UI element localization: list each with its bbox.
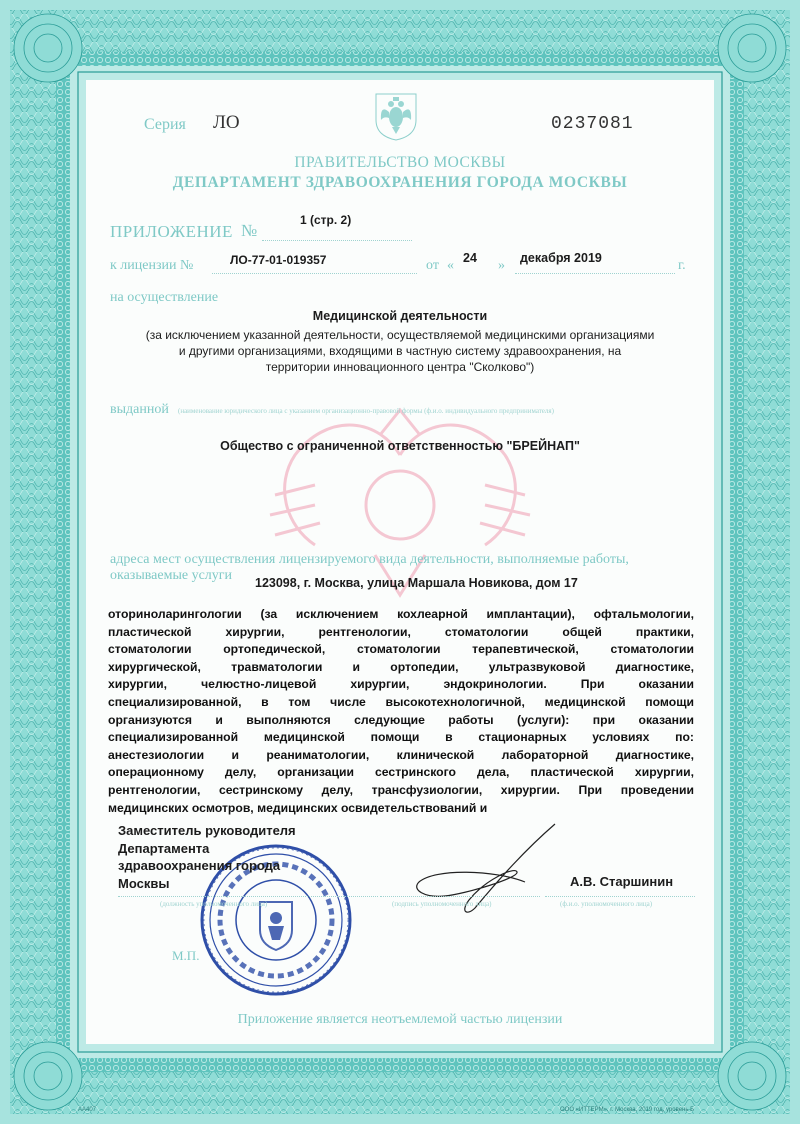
caption-signature: (подпись уполномоченного лица): [392, 900, 492, 908]
services-line: пластической хирургии, рентгенологии, стоматологии общей практики,: [108, 624, 694, 639]
signature-underline: [380, 896, 540, 897]
services-line: рентгенологии, сестринскому делу, трансфузиологии, хирургии. При проведении: [108, 782, 694, 797]
appendix-underline: [262, 240, 412, 241]
issued-organization: Общество с ограниченной ответственностью "БРЕЙНАП": [220, 439, 580, 453]
position-underline: [118, 896, 378, 897]
license-from-label: от: [426, 258, 439, 273]
name-underline: [545, 896, 695, 897]
services-line: специализированной медицинской помощи в стационарных условиях по:: [108, 730, 694, 745]
activity-note-line2: и другими организациями, входящими в частную систему здравоохранения, на: [178, 344, 622, 358]
services-text: [108, 606, 694, 817]
signer-name: А.В. Старшинин: [570, 874, 674, 889]
form-code: АА407: [78, 1107, 97, 1113]
address-value: 123098, г. Москва, улица Маршала Новикова, дом 17: [255, 576, 578, 590]
footer-note: Приложение является неотъемлемой частью лицензии: [237, 1012, 563, 1027]
services-line: анестезиологии и реаниматологии, клинической лабораторной диагностике,: [108, 747, 694, 762]
series-value: ЛО: [213, 112, 240, 133]
activity-label: на осуществление: [110, 290, 219, 305]
services-line: хирургической, травматологии и ортопедии, ультразвуковой диагностике,: [108, 659, 694, 674]
activity-note-line3: территории инновационного центра "Сколково"): [265, 360, 535, 374]
appendix-number: 1 (стр. 2): [300, 213, 352, 227]
license-quote-close: »: [498, 258, 505, 273]
government-title: ПРАВИТЕЛЬСТВО МОСКВЫ: [294, 154, 506, 171]
license-label: к лицензии №: [110, 258, 194, 273]
appendix-label: ПРИЛОЖЕНИЕ: [110, 222, 233, 241]
license-quote-open: «: [447, 258, 454, 273]
department-title: ДЕПАРТАМЕНТ ЗДРАВООХРАНЕНИЯ ГОРОДА МОСКВЫ: [172, 174, 628, 191]
issued-label: выданной: [110, 402, 169, 417]
printer-code: ООО «ИТТЕРМ», г. Москва, 2019 год, уровень Б: [560, 1107, 695, 1113]
services-line: организуются и выполняются следующие работы (услуги): при оказании: [108, 712, 694, 727]
activity-note-line1: (за исключением указанной деятельности, осуществляемой медицинскими организациями: [145, 328, 655, 342]
services-line: медицинских осмотров, медицинских освидетельствований и: [108, 800, 488, 815]
services-line: хирургии, челюстно-лицевой хирургии, эндокринологии. При оказании: [108, 677, 694, 692]
services-line: специализированной, в том числе высокотехнологичной, медицинской помощи: [108, 694, 694, 709]
services-line: оториноларингологии (за исключением кохлеарной имплантации), офтальмологии,: [108, 607, 694, 621]
activity-title: Медицинской деятельности: [312, 309, 488, 323]
caption-name: (ф.и.о. уполномоченного лица): [560, 900, 653, 908]
form-number: 0237081: [551, 114, 634, 134]
appendix-number-sign: №: [241, 221, 258, 240]
mp-label: М.П.: [172, 948, 200, 963]
eagle-watermark-icon: [255, 395, 545, 605]
issued-caption: (наименование юридического лица с указанием организационно-правовой формы (ф.и.о. индивидуального предпринимателя): [178, 407, 554, 415]
signer-position-line: Департамента: [118, 840, 210, 856]
license-year-suffix: г.: [678, 258, 686, 273]
license-day: 24: [463, 251, 477, 265]
series-label: Серия: [144, 116, 186, 133]
address-label-line1: адреса мест осуществления лицензируемого вида деятельности, выполняемые работы,: [110, 552, 629, 567]
services-line: операционному делу, организации сестринского дела, пластической хирургии,: [108, 765, 694, 780]
license-date-underline: [515, 273, 675, 274]
signer-position-line: Заместитель руководителя: [118, 823, 296, 838]
services-line: стоматологии ортопедической, стоматологии терапевтической, стоматологии: [108, 642, 694, 657]
coat-of-arms-icon: [372, 90, 420, 142]
license-number-underline: [212, 273, 417, 274]
signer-position: [118, 822, 296, 892]
signer-position-line: здравоохранения города: [118, 858, 281, 873]
signer-position-line: Москвы: [118, 875, 170, 891]
address-label-line2: оказываемые услуги: [110, 568, 233, 583]
license-date: декабря 2019: [520, 251, 602, 265]
license-number: ЛО-77-01-019357: [230, 253, 327, 267]
caption-position: (должность уполномоченного лица): [160, 900, 268, 908]
